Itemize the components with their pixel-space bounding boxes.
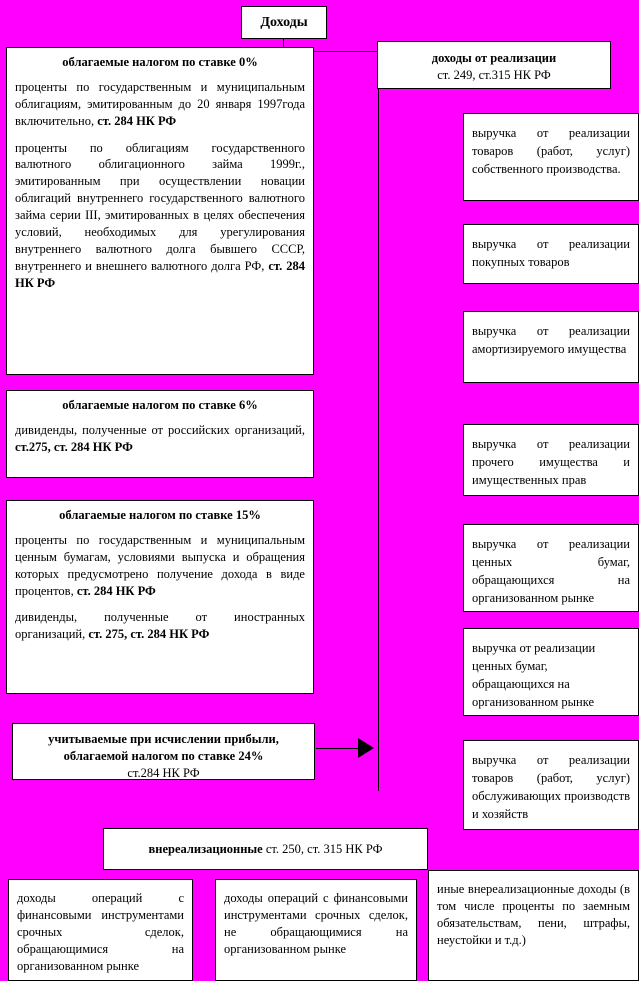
box-rate-15-p1-text: проценты по государственным и муниципальным ценным бумагам, условиями выпуска и обращения которых предусмотрено получение дохода в виде процентов, (15, 532, 305, 598)
box-rate-24 (12, 723, 315, 780)
connector-sales-vertical (378, 89, 379, 791)
connector-rate24-arrow-line (316, 748, 360, 749)
box-revenue-item-5 (463, 524, 639, 612)
box-rate-15-p2-ref: ст. 275, ст. 284 НК РФ (88, 627, 210, 642)
box-revenue-item-7 (463, 740, 639, 830)
box-rate-0-paragraph-2 (15, 140, 305, 292)
box-rate-24-header-line-2: облагаемой налогом по ставке 24% (63, 748, 264, 763)
box-rate-6-p1-text: дивиденды, полученные от российских организаций, (15, 422, 305, 437)
box-rate-15-p1-ref: ст. 284 НК РФ (76, 583, 156, 598)
box-rate-6-paragraph-1 (15, 422, 305, 456)
box-sales-income-header (377, 41, 611, 89)
box-non-sales-item-1 (8, 879, 193, 981)
box-revenue-item-1 (463, 113, 639, 201)
box-rate-0 (6, 47, 314, 375)
box-rate-15-header: облагаемые налогом по ставке 15% (59, 508, 261, 522)
box-revenue-item-7-text: выручка от реализации товаров (работ, услуг) обслуживающих производств и хозяйств (472, 753, 630, 822)
box-revenue-item-4-text: выручка от реализации прочего имущества и имущественных прав (472, 437, 630, 488)
diagram-title (241, 6, 327, 39)
box-rate-24-header-line-1: учитываемые при исчислении прибыли, (48, 732, 279, 746)
box-rate-6-header: облагаемые налогом по ставке 6% (62, 398, 258, 412)
box-revenue-item-2-text: выручка от реализации покупных товаров (472, 237, 630, 270)
box-revenue-item-3-text: выручка от реализации амортизируемого имущества (472, 324, 630, 357)
box-rate-0-p2-text: проценты по облигациям государственного валютного облигационного займа 1999г., эмитированным при осуществлении новации облигаций внутреннего государственного валютного займа серии III, эмитированных в целях обеспечения условий, необходимых для урегулирования внутреннего валютного долга бывшего СССР, внутреннего и внешнего валютного долга РФ, (15, 140, 305, 273)
box-non-sales-item-1-text: доходы операций с финансовыми инструментами срочных сделок, обращающимися на организованном рынке (17, 891, 184, 973)
box-revenue-item-5-text: выручка от реализации ценных бумаг, обращающихся на организованном рынке (472, 537, 630, 606)
box-rate-6 (6, 390, 314, 478)
box-revenue-item-4 (463, 424, 639, 496)
box-non-sales-item-3 (428, 870, 639, 981)
box-rate-0-p1-text: проценты по государственным и муниципальным облигациям, эмитированным до 20 января 1997года включительно, (15, 79, 305, 128)
diagram-title-label: Доходы (260, 14, 308, 30)
box-rate-24-subtext: ст.284 НК РФ (127, 765, 200, 780)
box-rate-15 (6, 500, 314, 694)
box-non-sales-header-bold: внереализационные (148, 841, 263, 856)
connector-rate24-arrowhead (358, 738, 374, 758)
box-non-sales-item-2-text: доходы операций с финансовыми инструментами срочных сделок, не обращающимися на организованном рынке (224, 891, 408, 956)
box-non-sales-header-rest: ст. 250, ст. 315 НК РФ (262, 841, 383, 856)
box-rate-0-paragraph-1 (15, 79, 305, 130)
box-rate-6-p1-ref: ст.275, ст. 284 НК РФ (15, 439, 133, 454)
box-revenue-item-6-text: выручка от реализации ценных бумаг, обращающихся на организованном рынке (472, 641, 596, 710)
box-non-sales-item-3-text: иные внереализационные доходы (в том числе проценты по заемным обязательствам, пени, штрафы, неустойки и т.д.) (437, 882, 630, 947)
box-rate-0-header: облагаемые налогом по ставке 0% (62, 55, 258, 69)
box-rate-0-p2-ref: ст. 284 НК РФ (15, 258, 305, 290)
box-revenue-item-2 (463, 224, 639, 284)
box-revenue-item-3 (463, 311, 639, 383)
box-revenue-item-1-text: выручка от реализации товаров (работ, услуг) собственного производства. (472, 126, 630, 177)
box-non-sales-item-2 (215, 879, 417, 981)
box-rate-0-p1-ref: ст. 284 НК РФ (97, 113, 177, 128)
box-revenue-item-6 (463, 628, 639, 716)
box-non-sales-header (103, 828, 428, 870)
box-rate-15-paragraph-1 (15, 532, 305, 600)
box-rate-15-paragraph-2 (15, 609, 305, 643)
box-non-sales-header-text (114, 841, 417, 858)
box-sales-income-header-sub: ст. 249, ст.315 НК РФ (437, 67, 551, 82)
box-sales-income-header-title: доходы от реализации (431, 51, 557, 65)
box-rate-15-p2-text: дивиденды, полученные от иностранных организаций, (15, 610, 305, 642)
